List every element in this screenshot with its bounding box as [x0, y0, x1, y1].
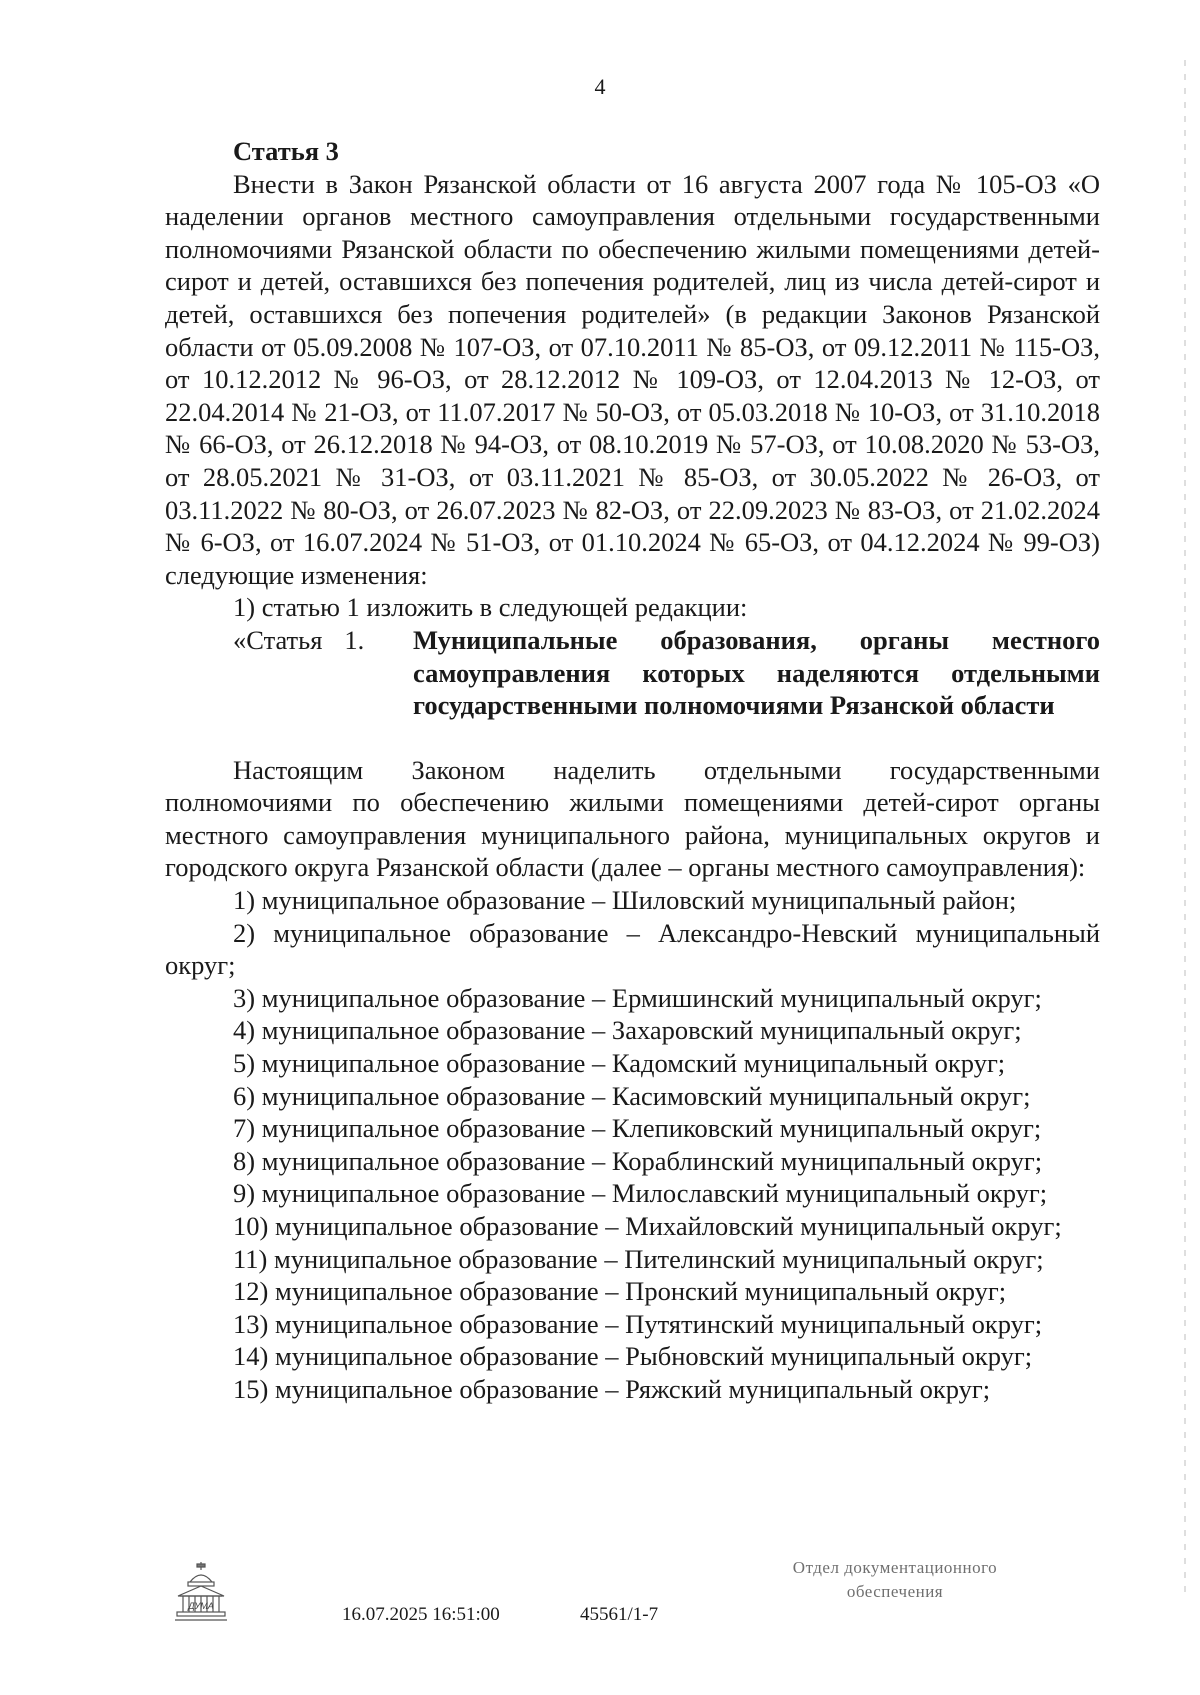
list-item: 12) муниципальное образование – Пронский муниципальный округ; — [233, 1276, 1007, 1307]
scan-edge-artifact — [1184, 60, 1186, 1600]
stamp-line: Отдел документационного — [792, 1558, 998, 1577]
article-heading: Статья 3 — [233, 136, 339, 166]
list-item: 11) муниципальное образование – Пителинский муниципальный округ; — [233, 1243, 1044, 1274]
department-stamp — [745, 1556, 1045, 1604]
amendment-item: 1) статью 1 изложить в следующей редакции: — [233, 592, 748, 623]
list-item: 9) муниципальное образование – Милославский муниципальный округ; — [233, 1178, 1048, 1209]
list-item: 2) муниципальное образование – Александро-Невский муниципальный округ; — [165, 917, 1100, 981]
municipality-list — [165, 884, 1100, 1406]
list-item: 15) муниципальное образование – Ряжский муниципальный округ; — [233, 1373, 991, 1404]
list-item: 5) муниципальное образование – Кадомский муниципальный округ; — [233, 1048, 1006, 1079]
list-item: 1) муниципальное образование – Шиловский муниципальный район; — [233, 885, 1017, 916]
emblem-text: ДУМА — [188, 1601, 214, 1611]
article-title-block — [233, 624, 1100, 722]
list-item: 7) муниципальное образование – Клепиковский муниципальный округ; — [233, 1113, 1042, 1144]
footer-date: 16.07.2025 16:51:00 — [342, 1604, 500, 1625]
article-title: Муниципальные образования, органы местного самоуправления которых наделяются отдельными государственными полномочиями Рязанской области — [413, 624, 1100, 721]
footer-registration-code: 45561/1-7 — [580, 1604, 659, 1625]
body-paragraph: Настоящим Законом наделить отдельными государственными полномочиями по обеспечению жилыми помещениями детей-сирот органы местного самоуправления муниципального района, муниципальных округов и городского округа Рязанской области (далее – органы местного самоуправления): — [165, 754, 1100, 883]
page-number: 4 — [594, 74, 606, 99]
article-label — [233, 624, 413, 657]
stamp-line: обеспечения — [846, 1582, 944, 1601]
intro-paragraph: Внести в Закон Рязанской области от 16 августа 2007 года № 105-ОЗ «О наделении органов местного самоуправления отдельными государственными полномочиями Рязанской области по обеспечению жилыми помещениями детей-сирот и детей, оставшихся без попечения родителей, лиц из числа детей-сирот и детей, оставшихся без попечения родителей» (в редакции Законов Рязанской области от 05.09.2008 № 107-ОЗ, от 07.10.2011 № 85-ОЗ, от 09.12.2011 № 115-ОЗ, от 10.12.2012 № 96-ОЗ, от 28.12.2012 № 109-ОЗ, от 12.04.2013 № 12-ОЗ, от 22.04.2014 № 21-ОЗ, от 11.07.2017 № 50-ОЗ, от 05.03.2018 № 10-ОЗ, от 31.10.2018 № 66-ОЗ, от 26.12.2018 № 94-ОЗ, от 08.10.2019 № 57-ОЗ, от 10.08.2020 № 53-ОЗ, от 28.05.2021 № 31-ОЗ, от 03.11.2021 № 85-ОЗ, от 30.05.2022 № 26-ОЗ, от 03.11.2022 № 80-ОЗ, от 26.07.2023 № 82-ОЗ, от 22.09.2023 № 83-ОЗ, от 21.02.2024 № 6-ОЗ, от 16.07.2024 № 51-ОЗ, от 01.10.2024 № 65-ОЗ, от 04.12.2024 № 99-ОЗ) следующие изменения: — [165, 168, 1100, 590]
article-label-number: 1. — [344, 624, 365, 655]
list-item: 13) муниципальное образование – Путятинский муниципальный округ; — [233, 1308, 1043, 1339]
list-item: 10) муниципальное образование – Михайловский муниципальный округ; — [233, 1211, 1062, 1241]
duma-building-emblem-icon — [172, 1560, 230, 1624]
list-item: 4) муниципальное образование – Захаровский муниципальный округ; — [233, 1015, 1022, 1046]
spacer — [165, 722, 1100, 754]
list-item: 14) муниципальное образование – Рыбновский муниципальный округ; — [233, 1341, 1033, 1372]
list-item: 6) муниципальное образование – Касимовский муниципальный округ; — [233, 1080, 1031, 1111]
document-body — [165, 135, 1100, 1406]
list-item: 3) муниципальное образование – Ермишинский муниципальный округ; — [233, 982, 1042, 1013]
list-item: 8) муниципальное образование – Кораблинский муниципальный округ; — [233, 1145, 1043, 1176]
article-label-word: «Статья — [233, 624, 323, 655]
